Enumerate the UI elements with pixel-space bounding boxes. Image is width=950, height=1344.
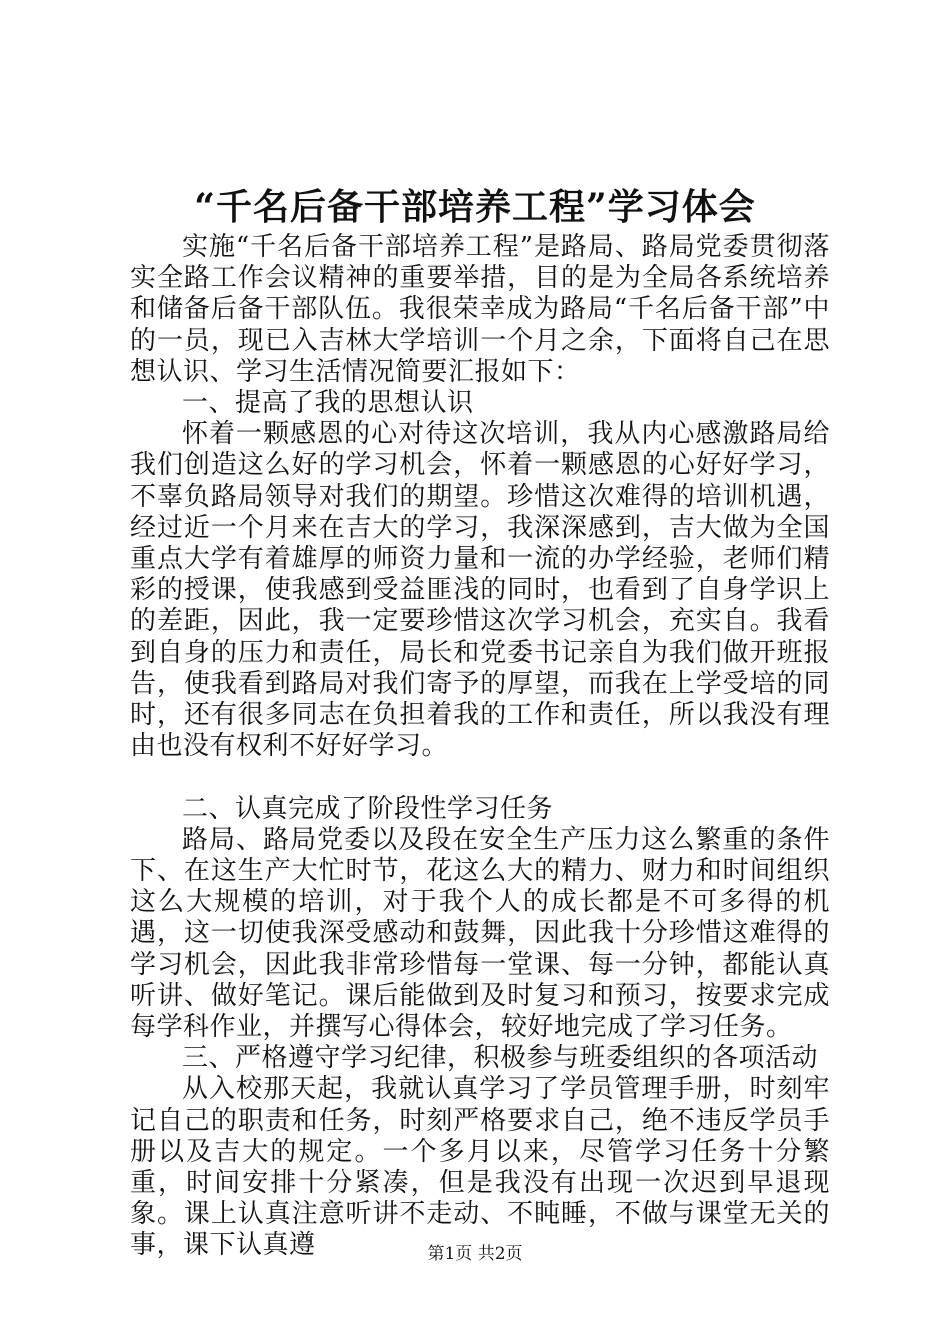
paragraph-section-1: 怀着一颗感恩的心对待这次培训，我从内心感激路局给我们创造这么好的学习机会，怀着一颗感恩的心好好学习，不辜负路局领导对我们的期望。珍惜这次难得的培训机遇，经过近一个月来在吉大的学习，我深深感到，吉大做为全国重点大学有着雄厚的师资力量和一流的办学经验，老师们精彩的授课，使我感到受益匪浅的同时，也看到了自身学识上的差距，因此，我一定要珍惜这次学习机会，充实自。我看到自身的压力和责任，局长和党委书记亲自为我们做开班报告，使我看到路局对我们寄予的厚望，而我在上学受培的同时，还有很多同志在负担着我的工作和责任，所以我没有理由也没有权利不好好学习。 (130, 419, 830, 762)
paragraph-section-3: 从入校那天起，我就认真学习了学员管理手册，时刻牢记自己的职责和任务，时刻严格要求自己，绝不违反学员手册以及吉大的规定。一个多月以来，尽管学习任务十分繁重，时间安排十分紧凑，但是我没有出现一次迟到早退现象。课上认真注意听讲不走动、不盹睡，不做与课堂无关的事，课下认真遵 (130, 1074, 830, 1261)
section-heading-2: 二、认真完成了阶段性学习任务 (182, 793, 554, 824)
section-heading-1: 一、提高了我的思想认识 (182, 388, 474, 419)
document-title: “千名后备干部培养工程”学习体会 (194, 186, 756, 228)
paragraph-intro: 实施“千名后备干部培养工程”是路局、路局党委贯彻落实全路工作会议精神的重要举措，目的是为全局各系统培养和储备后备干部队伍。我很荣幸成为路局“千名后备干部”中的一员，现已入吉林大学培训一个月之余，下面将自己在思想认识、学习生活情况简要汇报如下： (130, 232, 830, 387)
document-body (130, 232, 830, 1262)
section-heading-3: 三、严格遵守学习纪律，积极参与班委组织的各项活动 (182, 1043, 819, 1074)
paragraph-section-2: 路局、路局党委以及段在安全生产压力这么繁重的条件下、在这生产大忙时节，花这么大的精力、财力和时间组织这么大规模的培训，对于我个人的成长都是不可多得的机遇，这一切使我深受感动和鼓舞，因此我十分珍惜这难得的学习机会，因此我非常珍惜每一堂课、每一分钟，都能认真听讲、做好笔记。课后能做到及时复习和预习，按要求完成每学科作业，并撰写心得体会，较好地完成了学习任务。 (130, 824, 830, 1043)
page-number-footer: 第1页 共2页 (427, 1244, 523, 1264)
